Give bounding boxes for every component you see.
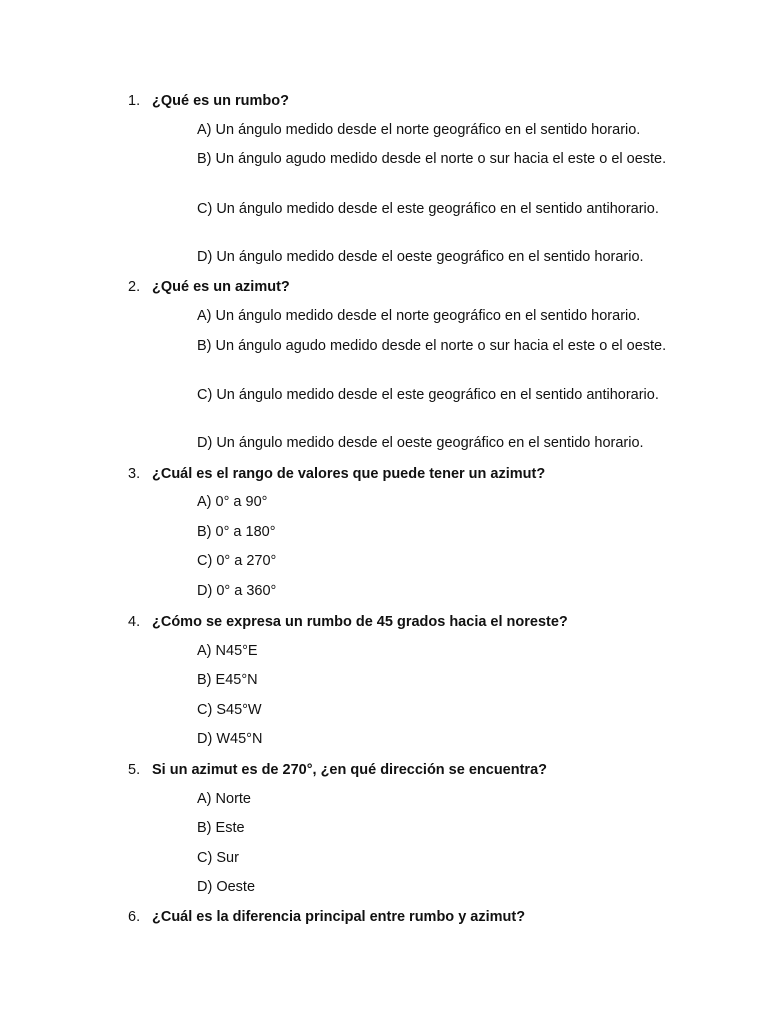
question-text: ¿Cuál es el rango de valores que puede tener un azimut? [152,466,546,482]
question-text: ¿Cómo se expresa un rumbo de 45 grados hacia el noreste? [152,614,568,630]
answer-option: A) 0° a 90° [197,494,268,510]
question-number: 1. [128,93,141,109]
answer-option: B) Un ángulo agudo medido desde el norte o sur hacia el este o el oeste. [197,151,667,167]
question-number: 5. [128,762,141,778]
answer-option: C) Un ángulo medido desde el este geográfico en el sentido antihorario. [197,201,659,217]
question-number: 3. [128,466,141,482]
answer-option: C) 0° a 270° [197,553,277,569]
answer-option: B) Este [197,820,245,836]
question-number: 2. [128,279,141,295]
answer-option: D) Un ángulo medido desde el oeste geográfico en el sentido horario. [197,249,644,265]
question-text: ¿Qué es un azimut? [152,279,290,295]
answer-option: D) Oeste [197,879,256,895]
answer-option: D) W45°N [197,731,263,747]
question-number: 4. [128,614,141,630]
answer-option: A) N45°E [197,643,258,659]
answer-option: B) 0° a 180° [197,524,276,540]
answer-option: C) S45°W [197,702,262,718]
question-number: 6. [128,909,141,925]
answer-option: D) Un ángulo medido desde el oeste geográfico en el sentido horario. [197,435,644,451]
answer-option: B) E45°N [197,672,258,688]
answer-option: C) Sur [197,850,239,866]
answer-option: C) Un ángulo medido desde el este geográfico en el sentido antihorario. [197,387,659,403]
answer-option: A) Un ángulo medido desde el norte geográfico en el sentido horario. [197,122,641,138]
answer-option: A) Un ángulo medido desde el norte geográfico en el sentido horario. [197,308,641,324]
answer-option: A) Norte [197,791,251,807]
question-text: ¿Qué es un rumbo? [152,93,289,109]
answer-option: D) 0° a 360° [197,583,277,599]
question-text: Si un azimut es de 270°, ¿en qué dirección se encuentra? [152,762,547,778]
answer-option: B) Un ángulo agudo medido desde el norte o sur hacia el este o el oeste. [197,338,667,354]
question-text: ¿Cuál es la diferencia principal entre rumbo y azimut? [152,909,526,925]
